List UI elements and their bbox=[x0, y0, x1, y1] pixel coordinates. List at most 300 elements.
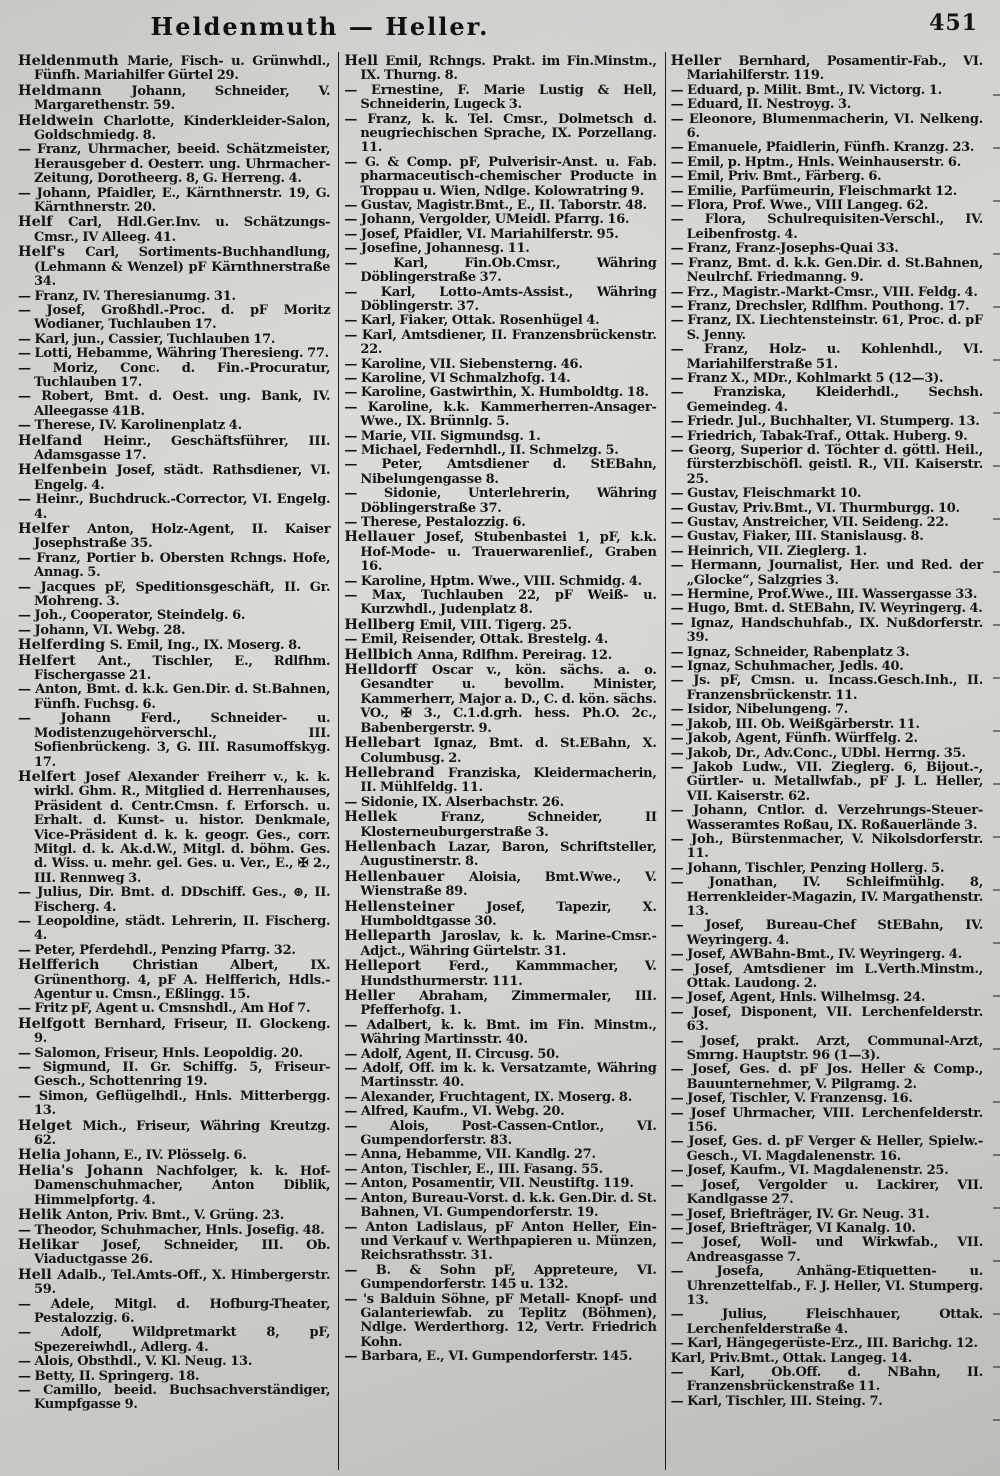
entry-text: — Karoline, VII. Siebensterng. 46. bbox=[344, 356, 583, 372]
column-divider bbox=[338, 52, 339, 1470]
directory-entry bbox=[671, 430, 983, 444]
entry-text: — Leopoldine, städt. Lehrerin, II. Fischerg. 4. bbox=[18, 913, 331, 944]
directory-entry bbox=[671, 1337, 983, 1351]
directory-entry bbox=[344, 867, 657, 900]
entry-text: — Simon, Geflügelhdl., Hnls. Mitterbergg. 13. bbox=[18, 1088, 331, 1119]
entry-surname: Helfferich bbox=[18, 956, 133, 974]
directory-entry bbox=[344, 386, 656, 400]
directory-column-1 bbox=[16, 52, 335, 1470]
entry-text: — Josef, AWBahn-Bmt., IV. Weyringerg. 4. bbox=[670, 947, 962, 963]
entry-text: — Alois, Obsthdl., V. Kl. Neug. 13. bbox=[18, 1354, 253, 1370]
entry-text: Karl, Priv.Bmt., Ottak. Langeg. 14. bbox=[670, 1350, 913, 1366]
directory-entry bbox=[18, 333, 330, 347]
directory-columns bbox=[16, 52, 988, 1470]
entry-text: Christian Albert, IX. Grünenthorg. 4, pF A. Helfferich, Hdls.-Agentur u. Cmsn., Eßlingg. 15. bbox=[34, 958, 331, 1002]
directory-entry bbox=[671, 242, 983, 256]
directory-entry bbox=[344, 810, 656, 840]
directory-entry bbox=[18, 1265, 331, 1298]
directory-entry bbox=[18, 1161, 331, 1208]
entry-text: Anton, Priv. Bmt., V. Grüng. 23. bbox=[66, 1208, 285, 1224]
entry-text: — Barbara, E., VI. Gumpendorferstr. 145. bbox=[344, 1349, 633, 1365]
entry-text: — Karoline, Gastwirthin, X. Humboldtg. 18. bbox=[344, 385, 649, 401]
entry-text: Johann, E., IV. Plösselg. 6. bbox=[65, 1148, 247, 1164]
entry-text: — Eduard, II. Nestroyg. 3. bbox=[670, 97, 852, 113]
entry-text: — Emil, Priv. Bmt., Färberg. 6. bbox=[670, 169, 882, 185]
directory-entry bbox=[344, 1350, 656, 1364]
directory-entry bbox=[344, 213, 656, 227]
directory-entry bbox=[344, 487, 656, 516]
directory-entry bbox=[671, 1366, 983, 1395]
entry-text: — Johann, Cntlor. d. Verzehrungs-Steuer-Wasseramtes Roßau, IX. Roßauerlände 3. bbox=[670, 803, 983, 833]
entry-surname: Helikar bbox=[18, 1235, 103, 1253]
directory-entry bbox=[344, 1192, 656, 1221]
directory-entry bbox=[671, 646, 983, 660]
directory-entry bbox=[344, 156, 656, 199]
entry-surname: Hellensteiner bbox=[344, 897, 487, 915]
entry-text: Marie, Fisch- u. Grünwhdl., Fünfh. Mariahilfer Gürtel 29. bbox=[34, 54, 331, 84]
entry-surname: Helik bbox=[18, 1206, 67, 1224]
entry-text: — Frz., Magistr.-Markt-Cmsr., VIII. Feldg. 4. bbox=[670, 284, 978, 300]
directory-entry bbox=[18, 1235, 331, 1268]
directory-entry bbox=[344, 199, 656, 213]
directory-entry bbox=[671, 1092, 983, 1106]
entry-text: — Js. pF, Cmsn. u. Incass.Gesch.Inh., II. Franzensbrückenstr. 11. bbox=[670, 673, 983, 703]
entry-text: Josef, städt. Rathsdiener, VI. Engelg. 4. bbox=[34, 463, 331, 493]
entry-text: — Moriz, Conc. d. Fin.-Procuratur, Tuchlauben 17. bbox=[18, 360, 331, 390]
entry-text: Anton, Holz-Agent, II. Kaiser Josephstraße 35. bbox=[34, 522, 331, 552]
entry-text: — Johann Ferd., Schneider- u. Modistenzugehörverschl., III. Sofienbrückeng. 3, G. III. Rasumoffskyg. 17. bbox=[18, 711, 331, 770]
directory-entry bbox=[344, 989, 656, 1019]
entry-text: — Sidonie, Unterlehrerin, Währing Döblingerstraße 37. bbox=[344, 486, 657, 516]
entry-text: — Emilie, Parfümeurin, Fleischmarkt 12. bbox=[670, 183, 957, 199]
directory-entry bbox=[671, 804, 983, 833]
directory-entry bbox=[671, 674, 983, 703]
directory-entry bbox=[671, 1135, 983, 1164]
entry-text: — Peter, Pferdehdl., Penzing Pfarrg. 32. bbox=[18, 942, 296, 958]
entry-text: — Betty, II. Springerg. 18. bbox=[18, 1368, 200, 1384]
entry-text: Josef, Stubenbastei 1, pF, k.k. Hof-Mode- u. Trauerwarenlief., Graben 16. bbox=[360, 530, 657, 575]
entry-text: — Eduard, p. Milit. Bmt., IV. Victorg. 1. bbox=[670, 82, 942, 98]
entry-surname: Helia bbox=[18, 1146, 66, 1164]
directory-entry bbox=[671, 415, 983, 429]
directory-entry bbox=[671, 156, 983, 170]
entry-text: — Jonathan, IV. Schleifmühlg. 8, Herrenkleider-Magazin, IV. Margathenstr. 13. bbox=[670, 875, 983, 919]
entry-text: — Flora, Prof. Wwe., VIII Langeg. 62. bbox=[670, 198, 929, 214]
entry-surname: Hellauer bbox=[344, 528, 426, 546]
directory-entry bbox=[671, 1222, 983, 1236]
entry-text: — Friedr. Jul., Buchhalter, VI. Stumperg. 13. bbox=[670, 414, 980, 430]
directory-entry bbox=[344, 530, 656, 574]
directory-entry bbox=[18, 215, 330, 245]
directory-entry bbox=[344, 358, 656, 372]
directory-entry bbox=[344, 575, 656, 589]
entry-text: — Josef, Ges. d. pF Jos. Heller & Comp., Bauunternehmer, V. Pilgramg. 2. bbox=[670, 1062, 983, 1092]
entry-text: — Jakob, III. Ob. Weißgärberstr. 11. bbox=[670, 716, 920, 732]
directory-entry bbox=[18, 245, 330, 289]
entry-text: — Jakob, Agent, Fünfh. Würffelg. 2. bbox=[670, 731, 918, 747]
entry-text: — Anton, Posamentir, VII. Neustiftg. 119. bbox=[344, 1176, 634, 1192]
directory-entry bbox=[671, 833, 983, 862]
page-title: Heldenmuth — Heller. bbox=[150, 12, 490, 41]
entry-text: Franz, Schneider, II Klosterneuburgerstraße 3. bbox=[360, 810, 657, 840]
directory-entry bbox=[18, 347, 330, 361]
directory-entry bbox=[671, 444, 983, 487]
entry-text: — Ernestine, F. Marie Lustig & Hell, Schneiderin, Lugeck 3. bbox=[344, 82, 657, 113]
directory-entry bbox=[344, 763, 657, 796]
entry-text: — Marie, VII. Sigmundsg. 1. bbox=[344, 428, 541, 444]
entry-text: — Franz, Franz-Josephs-Quai 33. bbox=[670, 241, 899, 257]
directory-entry bbox=[344, 663, 656, 736]
directory-entry bbox=[344, 401, 656, 430]
entry-text: Ignaz, Bmt. d. St.EBahn, X. Columbusg. 2. bbox=[360, 736, 657, 766]
entry-text: Josef, Schneider, III. Ob. Viaductgasse 26. bbox=[34, 1237, 331, 1268]
directory-entry bbox=[18, 915, 330, 944]
directory-entry bbox=[18, 54, 330, 84]
directory-entry bbox=[18, 712, 330, 770]
entry-text: — Heinrich, VII. Zieglerg. 1. bbox=[670, 543, 867, 559]
directory-entry bbox=[18, 767, 331, 886]
directory-entry bbox=[344, 615, 656, 633]
entry-text: — Josef, Tischler, V. Franzensg. 16. bbox=[670, 1091, 913, 1107]
directory-entry bbox=[671, 1035, 983, 1064]
directory-entry bbox=[671, 84, 983, 98]
entry-surname: Helf bbox=[18, 213, 69, 231]
entry-text: — Jakob Ludw., VII. Zieglerg. 6, Bijout.-, Gürtler- u. Metallwfab., pF J. L. Heller, VII. Kaiserstr. 62. bbox=[670, 759, 983, 804]
entry-text: — Anna, Hebamme, VII. Kandlg. 27. bbox=[344, 1147, 596, 1163]
directory-entry bbox=[671, 1107, 983, 1136]
entry-text: Josef, Tapezir, X. Humboldtgasse 30. bbox=[360, 899, 657, 929]
entry-surname: Heldwein bbox=[18, 111, 104, 129]
directory-entry bbox=[671, 1179, 983, 1208]
entry-text: Aloisia, Bmt.Wwe., V. Wienstraße 89. bbox=[360, 869, 657, 900]
entry-text: — Adolf, Off. im k. k. Versatzamte, Währing Martinsstr. 40. bbox=[344, 1061, 657, 1091]
entry-text: — Josef, Ges. d. pF Verger & Heller, Spielw.-Gesch., VI. Magdalenenstr. 16. bbox=[670, 1134, 983, 1164]
directory-entry bbox=[344, 1091, 656, 1105]
entry-text: — Franz, IX. Liechtensteinstr. 61, Proc. d. pF S. Jenny. bbox=[670, 313, 983, 343]
directory-entry bbox=[671, 1308, 983, 1337]
entry-text: — Emanuele, Pfaidlerin, Fünfh. Kranzg. 23. bbox=[670, 140, 975, 156]
directory-entry bbox=[344, 84, 656, 113]
entry-text: — Karl, Lotto-Amts-Assist., Währing Döblingerstr. 37. bbox=[344, 284, 657, 314]
entry-text: — Franz, Uhrmacher, beeid. Schätzmeister, Herausgeber d. Oesterr. ung. Uhrmacher-Zeitung, Dorotheerg. 8, G. Herreng. 4. bbox=[18, 142, 331, 187]
directory-entry bbox=[18, 683, 330, 712]
entry-text: — Gustav, Magistr.Bmt., E., II. Taborstr. 48. bbox=[344, 198, 647, 214]
directory-entry bbox=[671, 170, 983, 184]
directory-entry bbox=[671, 862, 983, 876]
entry-surname: Hellek bbox=[344, 808, 441, 826]
directory-entry bbox=[18, 290, 330, 304]
entry-text: — Therese, IV. Karolinenplatz 4. bbox=[18, 418, 242, 434]
directory-entry bbox=[18, 362, 330, 391]
entry-text: — Anton, Tischler, E., III. Fasang. 55. bbox=[344, 1161, 603, 1177]
entry-text: — Franz, Bmt. d. k.k. Gen.Dir. d. St.Bahnen, Neulrchf. Friedmanng. 9. bbox=[670, 255, 983, 286]
directory-entry bbox=[18, 1116, 331, 1149]
directory-entry bbox=[671, 559, 983, 588]
directory-entry bbox=[344, 458, 656, 487]
entry-surname: Hell bbox=[18, 1265, 58, 1283]
entry-text: — G. & Comp. pF, Pulverisir-Anst. u. Fab. pharmaceutisch-chemischer Producte in Troppau u. Wien, Ndlge. Kolowratring 9. bbox=[344, 154, 657, 199]
entry-text: — Karl, jun., Cassier, Tuchlauben 17. bbox=[18, 331, 276, 347]
directory-entry bbox=[344, 959, 656, 989]
directory-entry bbox=[671, 1265, 983, 1308]
directory-entry bbox=[18, 1355, 330, 1369]
entry-text: — Adolf, Agent, II. Circusg. 50. bbox=[344, 1046, 560, 1062]
entry-surname: Hell bbox=[344, 52, 386, 69]
entry-text: Heinr., Geschäftsführer, III. Adamsgasse 17. bbox=[34, 433, 331, 463]
entry-text: Lazar, Baron, Schriftsteller, Augustinerstr. 8. bbox=[360, 839, 657, 870]
entry-text: — Karoline, VI Schmalzhofg. 14. bbox=[344, 370, 571, 386]
directory-entry bbox=[344, 837, 657, 870]
directory-entry bbox=[671, 588, 983, 602]
directory-entry bbox=[671, 199, 983, 213]
entry-surname: Heller bbox=[670, 52, 739, 69]
directory-entry bbox=[671, 502, 983, 516]
entry-text: — Johann, Pfaidler, E., Kärnthnerstr. 19, G. Kärnthnerstr. 20. bbox=[18, 185, 331, 216]
entry-text: — Joh., Bürstenmacher, V. Nikolsdorferstr. 11. bbox=[670, 831, 983, 862]
entry-text: — Josef, Großhdl.-Proc. d. pF Moritz Wodianer, Tuchlauben 17. bbox=[18, 302, 331, 333]
entry-surname: Helfert bbox=[18, 651, 98, 669]
entry-text: — Friedrich, Tabak-Traf., Ottak. Huberg. 9. bbox=[670, 428, 968, 444]
entry-text: — Gustav, Priv.Bmt., VI. Thurmburgg. 10. bbox=[670, 500, 960, 516]
directory-entry bbox=[344, 257, 656, 286]
entry-text: — Anton, Bureau-Vorst. d. k.k. Gen.Dir. d. St. Bahnen, VI. Gumpendorferstr. 19. bbox=[344, 1190, 657, 1221]
directory-entry bbox=[671, 487, 983, 501]
directory-entry bbox=[18, 143, 330, 186]
directory-entry bbox=[18, 651, 331, 684]
entry-text: — Isidor, Nibelungeng. 7. bbox=[670, 702, 849, 718]
directory-entry bbox=[671, 286, 983, 300]
entry-text: Emil, VIII. Tigerg. 25. bbox=[419, 617, 572, 633]
entry-text: — Karl, Tischler, III. Steing. 7. bbox=[670, 1393, 883, 1409]
directory-entry bbox=[671, 314, 983, 343]
directory-column-2 bbox=[342, 52, 661, 1470]
directory-entry bbox=[671, 257, 983, 286]
directory-entry bbox=[671, 963, 983, 992]
entry-text: — Alois, Post-Cassen-Cntlor., VI. Gumpendorferstr. 83. bbox=[344, 1118, 657, 1149]
directory-entry bbox=[671, 761, 983, 804]
entry-text: — Josef, Woll- und Wirkwfab., VII. Andreasgasse 7. bbox=[670, 1235, 983, 1265]
entry-text: — Sigmund, II. Gr. Schiffg. 5, Friseur-Gesch., Schottenring 19. bbox=[18, 1060, 331, 1090]
directory-entry bbox=[344, 1062, 656, 1091]
directory-entry bbox=[671, 1164, 983, 1178]
entry-text: — Gustav, Fiaker, III. Stanislausg. 8. bbox=[670, 529, 924, 545]
entry-text: Nachfolger, k. k. Hof-Damenschuhmacher, Anton Diblik, Himmelpfortg. 4. bbox=[34, 1163, 331, 1208]
directory-entry bbox=[671, 660, 983, 674]
entry-text: Charlotte, Kinderkleider-Salon, Goldschmiedg. 8. bbox=[34, 113, 331, 144]
directory-entry bbox=[344, 54, 656, 84]
directory-entry bbox=[671, 617, 983, 646]
entry-text: — Josef, Briefträger, VI Kanalg. 10. bbox=[670, 1220, 916, 1236]
directory-entry bbox=[18, 463, 330, 493]
entry-text: — Josef, Briefträger, IV. Gr. Neug. 31. bbox=[670, 1206, 930, 1222]
entry-text: — Therese, Pestalozzig. 6. bbox=[344, 515, 526, 530]
directory-entry bbox=[344, 113, 656, 156]
entry-text: — Jacques pF, Speditionsgeschäft, II. Gr. Mohreng. 3. bbox=[18, 579, 331, 610]
entry-text: — Karl, Amtsdiener, II. Franzensbrückenstr. 22. bbox=[344, 327, 657, 358]
directory-entry bbox=[671, 1063, 983, 1092]
entry-text: — Franz, Drechsler, Rdlfhm. Pouthong. 17. bbox=[670, 298, 970, 314]
entry-text: — Franziska, Kleiderhdl., Sechsh. Gemeindeg. 4. bbox=[670, 385, 983, 415]
entry-text: — Johann, Vergolder, UMeidl. Pfarrg. 16. bbox=[344, 212, 630, 228]
column-divider bbox=[665, 52, 666, 1470]
directory-entry bbox=[344, 1177, 656, 1191]
entry-text: — Flora, Schulrequisiten-Verschl., IV. Leibenfrostg. 4. bbox=[670, 212, 983, 242]
directory-entry bbox=[18, 522, 330, 552]
entry-text: — Johann, VI. Webg. 28. bbox=[18, 622, 186, 638]
directory-entry bbox=[18, 1326, 330, 1355]
directory-entry bbox=[344, 1019, 656, 1048]
entry-text: — Josef, Amtsdiener im L.Verth.Minstm., Ottak. Laudong. 2. bbox=[670, 961, 983, 991]
directory-entry bbox=[671, 732, 983, 746]
entry-text: — Adolf, Wildpretmarkt 8, pF, Spezereiwhdl., Adlerg. 4. bbox=[18, 1325, 331, 1355]
directory-entry bbox=[18, 1370, 330, 1384]
directory-entry bbox=[671, 54, 983, 84]
entry-text: Carl, Sortiments-Buchhandlung, (Lehmann & Wenzel) pF Kärnthnerstraße 34. bbox=[34, 245, 331, 290]
entry-text: — Eleonore, Blumenmacherin, VI. Nelkeng. 6. bbox=[670, 111, 983, 142]
directory-entry bbox=[671, 545, 983, 559]
entry-text: — Michael, Federnhdl., II. Schmelzg. 5. bbox=[344, 442, 619, 458]
directory-entry bbox=[671, 530, 983, 544]
directory-entry bbox=[18, 304, 330, 333]
entry-text: Jaroslav, k. k. Marine-Cmsr.-Adjct., Währing Gürtelstr. 31. bbox=[360, 929, 657, 959]
entry-surname: Hellenbach bbox=[344, 837, 449, 855]
directory-entry bbox=[18, 187, 330, 216]
directory-entry bbox=[671, 602, 983, 616]
directory-entry bbox=[344, 430, 656, 444]
directory-entry bbox=[344, 314, 656, 328]
directory-entry bbox=[18, 552, 330, 581]
directory-entry bbox=[344, 1264, 656, 1293]
entry-surname: Helfand bbox=[18, 431, 104, 449]
directory-entry bbox=[18, 81, 331, 114]
entry-text: Mich., Friseur, Währing Kreutzg. 62. bbox=[34, 1118, 331, 1149]
directory-entry bbox=[671, 386, 983, 415]
directory-entry bbox=[18, 1384, 330, 1413]
directory-entry bbox=[671, 703, 983, 717]
entry-text: — Josef, Pfaidler, VI. Mariahilferstr. 95. bbox=[344, 226, 619, 242]
entry-text: Abraham, Zimmermaler, III. Pfefferhofg. 1. bbox=[360, 989, 657, 1019]
directory-entry bbox=[18, 431, 331, 464]
entry-surname: Helfgott bbox=[18, 1014, 95, 1032]
entry-text: — Lotti, Hebamme, Währing Theresieng. 77. bbox=[18, 346, 329, 362]
entry-text: — Karl, Hängegerüste-Erz., III. Barichg. 12. bbox=[670, 1336, 978, 1352]
directory-entry bbox=[671, 343, 983, 372]
directory-entry bbox=[344, 228, 656, 242]
entry-text: — Karoline, k.k. Kammerherren-Ansager-Wwe., IX. Brünnlg. 5. bbox=[344, 399, 657, 430]
entry-surname: Helleport bbox=[344, 957, 449, 975]
directory-entry bbox=[344, 1120, 656, 1149]
entry-text: — Joh., Cooperator, Steindelg. 6. bbox=[18, 608, 246, 624]
entry-text: — Fritz pF, Agent u. Cmsnshdl., Am Hof 7. bbox=[18, 1001, 311, 1017]
entry-text: — Johann, Tischler, Penzing Hollerg. 5. bbox=[670, 860, 945, 876]
entry-text: — Josef Uhrmacher, VIII. Lerchenfelderstr. 156. bbox=[670, 1105, 983, 1136]
directory-entry bbox=[671, 141, 983, 155]
directory-entry bbox=[18, 581, 330, 610]
entry-text: — Emil, Reisender, Ottak. Brestelg. 4. bbox=[344, 632, 608, 648]
entry-surname: Hellberg bbox=[344, 615, 420, 633]
entry-text: — Josefine, Johannesg. 11. bbox=[344, 241, 530, 257]
directory-entry bbox=[671, 1208, 983, 1222]
directory-entry bbox=[671, 113, 983, 142]
directory-entry bbox=[344, 929, 656, 959]
entry-text: — Franz, k. k. Tel. Cmsr., Dolmetsch d. neugriechischen Sprache, IX. Porzellang. 11. bbox=[344, 111, 657, 156]
entry-surname: Helfenbein bbox=[18, 461, 117, 479]
directory-entry bbox=[18, 1047, 330, 1061]
entry-text: — Georg, Superior d. Töchter d. göttl. Heil., fürsterzbischöfl. geistl. R., VII. Kaiserstr. 25. bbox=[670, 442, 983, 487]
directory-entry bbox=[671, 185, 983, 199]
entry-text: — Josefa, Anhäng-Etiquetten- u. Uhrenzettelfab., F. J. Heller, VI. Stumperg. 13. bbox=[670, 1264, 983, 1308]
entry-text: Ant., Tischler, E., Rdlfhm. Fischergasse 21. bbox=[34, 653, 331, 684]
entry-text: Oscar v., kön. sächs. a. o. Gesandter u. bevollm. Minister, Kammerherr, Major a. D., C. d. kön. sächs. VO., ✠ 3., C.1.d.grh. hess. Ph.O. 2c., Babenbergerstr. 9. bbox=[360, 663, 657, 736]
entry-surname: Heller bbox=[344, 987, 420, 1004]
entry-surname: Helfer bbox=[18, 520, 88, 537]
entry-text: — Adalbert, k. k. Bmt. im Fin. Minstm., Währing Martinsstr. 40. bbox=[344, 1017, 657, 1048]
entry-text: — Josef, Vergolder u. Lackirer, VII. Kandlgasse 27. bbox=[670, 1177, 983, 1208]
entry-text: — Ignaz, Handschuhfab., IX. Nußdorferstr. 39. bbox=[670, 615, 983, 646]
entry-text: Ferd., Kammmacher, V. Hundsthurmerstr. 111. bbox=[360, 959, 657, 989]
entry-surname: Helldorff bbox=[344, 661, 432, 679]
entry-surname: Helfert bbox=[18, 767, 85, 785]
directory-entry bbox=[18, 1298, 330, 1327]
directory-entry bbox=[344, 897, 657, 930]
entry-text: — B. & Sohn pF, Appreteure, VI. Gumpendorferstr. 145 u. 132. bbox=[344, 1262, 657, 1293]
entry-text: — Karoline, Hptm. Wwe., VIII. Schmidg. 4. bbox=[344, 573, 642, 589]
entry-text: — Julius, Fleischhauer, Ottak. Lerchenfelderstraße 4. bbox=[670, 1307, 983, 1337]
entry-text: — Karl, Fiaker, Ottak. Rosenhügel 4. bbox=[344, 313, 600, 329]
entry-text: Bernhard, Posamentir-Fab., VI. Mariahilferstr. 119. bbox=[686, 54, 983, 84]
directory-entry bbox=[18, 1014, 331, 1047]
entry-surname: Helleparth bbox=[344, 927, 442, 945]
entry-text: — 's Balduin Söhne, pF Metall- Knopf- und Galanteriewfab. zu Teplitz (Böhmen), Ndlge. Werderthorg. 12, Vertr. Friedrich Kohn. bbox=[344, 1291, 657, 1350]
entry-surname: Heldmann bbox=[18, 81, 132, 99]
entry-text: — Adele, Mitgl. d. Hofburg-Theater, Pestalozzig. 6. bbox=[18, 1296, 331, 1326]
entry-text: — Alfred, Kaufm., VI. Webg. 20. bbox=[344, 1104, 565, 1120]
entry-text: — Ignaz, Schuhmacher, Jedls. 40. bbox=[670, 659, 904, 675]
entry-text: — Gustav, Anstreicher, VII. Seideng. 22. bbox=[670, 515, 949, 530]
entry-text: Carl, Hdl.Ger.Inv. u. Schätzungs-Cmsr., IV Alleeg. 41. bbox=[34, 215, 331, 245]
entry-surname: Hellebart bbox=[344, 734, 434, 752]
entry-text: — Franz, Portier b. Obersten Rchngs. Hofe, Annag. 5. bbox=[18, 550, 331, 581]
directory-entry bbox=[18, 390, 330, 419]
directory-entry bbox=[671, 919, 983, 948]
entry-text: Emil, Rchngs. Prakt. im Fin.Minstm., IX. Thurng. 8. bbox=[360, 54, 657, 84]
directory-entry bbox=[344, 1105, 656, 1119]
page-number: 451 bbox=[929, 10, 978, 36]
entry-text: — Camillo, beeid. Buchsachverständiger, Kumpfgasse 9. bbox=[18, 1382, 331, 1413]
entry-surname: Heldenmuth bbox=[18, 52, 128, 69]
entry-text: Josef Alexander Freiherr v., k. k. wirkl. Ghm. R., Mitglied d. Herrenhauses, Präsident d. Centr.Cmsn. f. Erforsch. u. Erhalt. d. Kunst- u. histor. Denkmale, Vice-Präsident d. k. k. geogr. Ges., corr. Mitgl. d. k. Ak.d.W., Mitgl. d. böhm. Ges. d. Wiss. u. mehr. gel. Ges. u. Ver., E., ✠ 2., III. Rennweg 3. bbox=[34, 769, 331, 886]
entry-text: — Jakob, Dr., Adv.Conc., UDbl. Herrng. 35. bbox=[670, 745, 966, 761]
directory-entry bbox=[344, 1163, 656, 1177]
directory-entry bbox=[671, 718, 983, 732]
directory-entry bbox=[344, 736, 656, 766]
entry-text: — Max, Tuchlauben 22, pF Weiß- u. Kurzwhdl., Judenplatz 8. bbox=[344, 588, 657, 618]
entry-text: — Emil, p. Hptm., Hnls. Weinhauserstr. 6. bbox=[670, 154, 961, 170]
entry-text: — Julius, Dir. Bmt. d. DDschiff. Ges., ⊛, II. Fischerg. 4. bbox=[18, 885, 331, 915]
entry-text: Bernhard, Friseur, II. Glockeng. 9. bbox=[34, 1016, 331, 1047]
entry-text: — Josef, Kaufm., VI. Magdalenenstr. 25. bbox=[670, 1163, 949, 1179]
directory-entry bbox=[671, 372, 983, 386]
entry-text: Franziska, Kleidermacherin, II. Mühlfeldg. 11. bbox=[360, 765, 657, 796]
entry-text: — Franz X., MDr., Kohlmarkt 5 (12—3). bbox=[670, 370, 944, 386]
entry-text: S. Emil, Ing., IX. Moserg. 8. bbox=[109, 638, 302, 654]
directory-entry bbox=[18, 493, 330, 522]
entry-text: — Hugo, Bmt. d. StEBahn, IV. Weyringerg. 4. bbox=[670, 601, 983, 617]
directory-entry bbox=[344, 1221, 656, 1264]
directory-entry bbox=[671, 1236, 983, 1265]
entry-text: — Anton Ladislaus, pF Anton Heller, Ein- und Verkauf v. Werthpapieren u. Münzen, Reichsrathsstr. 31. bbox=[344, 1219, 657, 1264]
directory-entry bbox=[671, 516, 983, 530]
